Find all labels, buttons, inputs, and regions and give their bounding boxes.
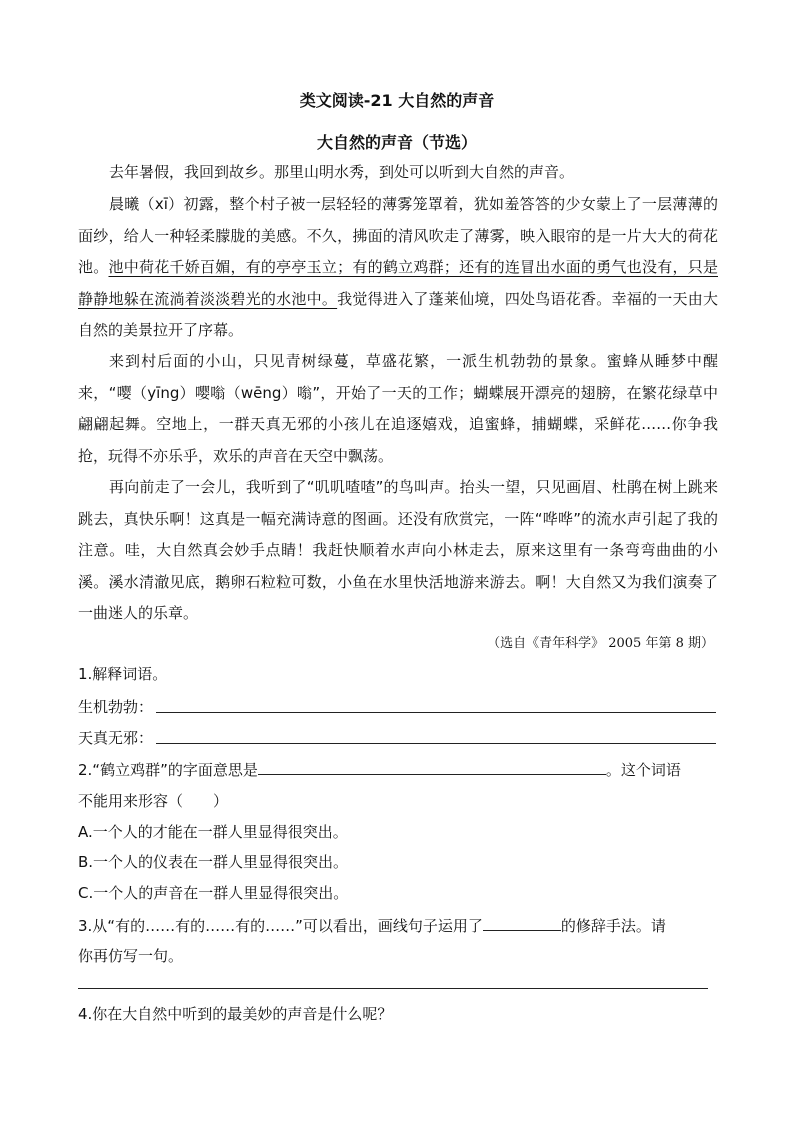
passage-title: 大自然的声音（节选） [316, 133, 477, 152]
option-b[interactable]: B.一个人的仪表在一群人里显得很突出。 [78, 853, 349, 871]
q2-prompt-end: 。这个词语 [605, 761, 681, 779]
source-citation: （选自《青年科学》 2005 年第 8 期） [487, 636, 714, 651]
option-c[interactable]: C.一个人的声音在一群人里显得很突出。 [78, 884, 349, 902]
underlined-sentence: 池中荷花千娇百媚，有的亭亭玉立；有的鹤立鸡群；还有的连冒出水面的勇气也没有，只是静静地躲在流淌着淡淡碧光的水池中。 [78, 258, 718, 308]
q3-prompt: 3.从“有的……有的……有的……”可以看出，画线句子运用了 [78, 917, 483, 935]
question-4: 4.你在大自然中听到的最美妙的声音是什么呢？ [78, 1005, 393, 1023]
paragraph-2-end: 我觉得进入了蓬莱仙境，四处鸟语花香。幸福的一天由大自然的美景拉开了序幕。 [78, 289, 718, 339]
paragraph-3: 来到村后面的小山，只见青树绿蔓，草盛花繁，一派生机勃勃的景象。蜜蜂从睡梦中醒来，“嘤（yīng）嘤嗡（wēng）嗡”，开始了一天的工作；蝴蝶展开漂亮的翅膀，在繁花绿草中翩翩起舞。空地上，一群天真无邪的小孩儿在追逐嬉戏，追蜜蜂，捕蝴蝶，采鲜花……你争我抢，玩得不亦乐乎，欢乐的声音在天空中飘荡。 [78, 352, 718, 465]
question-3 [78, 914, 666, 938]
q3-prompt-end: 的修辞手法。请 [560, 917, 666, 935]
q3-answer-line[interactable] [78, 988, 708, 989]
q2-answer-blank[interactable] [258, 758, 606, 775]
q1-term-b-answer-line[interactable] [156, 743, 716, 744]
q2-prompt: 2.“鹤立鸡群”的字面意思是 [78, 761, 258, 779]
paragraph-4: 再向前走了一会儿，我听到了“叽叽喳喳”的鸟叫声。抬头一望，只见画眉、杜鹃在树上跳来跳去，真快乐啊！这真是一幅充满诗意的图画。还没有欣赏完，一阵“哗哗”的流水声引起了我的注意。哇，大自然真会妙手点睛！我赶快顺着水声向小林走去，原来这里有一条弯弯曲曲的小溪。溪水清澈见底，鹅卵石粒粒可数，小鱼在水里快活地游来游去。啊！大自然又为我们演奏了一曲迷人的乐章。 [78, 478, 718, 622]
q3-continuation: 你再仿写一句。 [78, 947, 184, 965]
option-a[interactable]: A.一个人的才能在一群人里显得很突出。 [78, 823, 348, 841]
question-2 [78, 758, 681, 782]
q1-term-a-answer-line[interactable] [156, 712, 716, 713]
q3-answer-blank[interactable] [483, 914, 561, 931]
paragraph-2 [78, 189, 718, 347]
q2-continuation: 不能用来形容（ ） [78, 792, 229, 810]
q1-term-a-label: 生机勃勃： [78, 698, 154, 716]
q1-term-b-label: 天真无邪： [78, 729, 154, 747]
paragraph-1: 去年暑假，我回到故乡。那里山明水秀，到处可以听到大自然的声音。 [109, 163, 575, 181]
paragraph-2-start: 晨曦（xī）初露，整个村子被一层轻轻的薄雾笼罩着，犹如羞答答的少女蒙上了一层薄薄的面纱，给人一种轻柔朦胧的美感。不久，拂面的清风吹走了薄雾，映入眼帘的是一片大大的荷花池。 [78, 195, 718, 276]
worksheet-title: 类文阅读-21 大自然的声音 [299, 91, 495, 110]
question-1: 1.解释词语。 [78, 665, 168, 683]
